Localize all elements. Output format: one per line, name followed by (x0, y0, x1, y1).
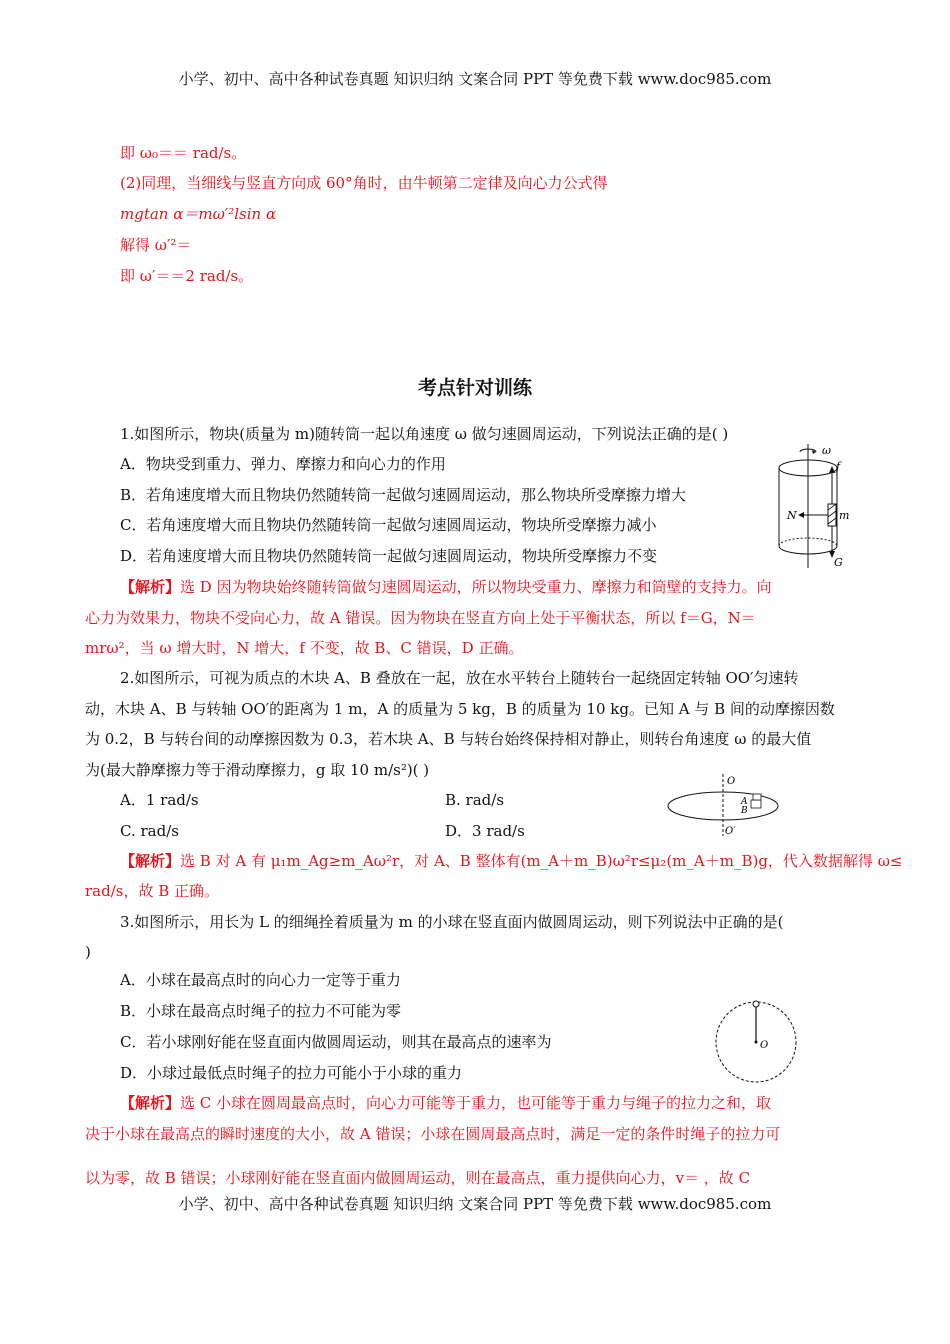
q1-option-c: C．若角速度增大而且物块仍然随转筒一起做匀速圆周运动，物块所受摩擦力减小 (120, 516, 657, 534)
q1-stem: 1.如图所示，物块(质量为 m)随转筒一起以角速度 ω 做匀速圆周运动，下列说法正确的是( ) (120, 425, 729, 443)
solution-line-3: mgtan α＝mω′²lsin α (120, 205, 277, 223)
q2-option-c: C. rad/s (120, 822, 179, 840)
q1-option-d: D．若角速度增大而且物块仍然随转筒一起做匀速圆周运动，物块所受摩擦力不变 (120, 547, 658, 565)
solution-line-1: 即 ω₀＝＝ rad/s。 (120, 144, 247, 162)
q3-stem-line-1: 3.如图所示，用长为 L 的细绳拴着质量为 m 的小球在竖直面内做圆周运动，则下列说法中正确的是( (120, 913, 784, 931)
q2-option-a: A．1 rad/s (120, 791, 199, 809)
q1-option-b: B．若角速度增大而且物块仍然随转筒一起做匀速圆周运动，那么物块所受摩擦力增大 (120, 486, 687, 504)
q2-figure-turntable (665, 770, 785, 840)
q1-analysis-line-1: 【解析】选 D 因为物块始终随转筒做匀速圆周运动，所以物块受重力、摩擦力和筒壁的支持力。向 (120, 578, 772, 596)
q2-stem-line-2: 动，木块 A、B 与转轴 OO′的距离为 1 m，A 的质量为 5 kg，B 的质量为 10 kg。已知 A 与 B 间的动摩擦因数 (85, 700, 835, 718)
solution-line-5: 即 ω′＝＝2 rad/s。 (120, 267, 254, 285)
q1-analysis-line-3: mrω²，当 ω 增大时，N 增大，f 不变，故 B、C 错误，D 正确。 (85, 639, 524, 657)
section-title: 考点针对训练 (417, 377, 532, 399)
q3-stem-line-2: ) (85, 943, 91, 961)
q1-fig-m: m (839, 509, 850, 522)
q1-analysis-line-2: 心力为效果力，物块不受向心力，故 A 错误。因为物块在竖直方向上处于平衡状态，所以 f＝G，N＝ (85, 609, 756, 627)
q1-analysis-tag: 【解析】 (120, 578, 181, 596)
q2-fig-O: O (727, 776, 736, 787)
q2-stem-line-3: 为 0.2，B 与转台间的动摩擦因数为 0.3，若木块 A、B 与转台始终保持相对静止，则转台角速度 ω 的最大值 (85, 730, 812, 748)
q2-analysis-line-2: rad/s，故 B 正确。 (85, 882, 220, 900)
q3-analysis-line-1: 【解析】选 C 小球在圆周最高点时，向心力可能等于重力，也可能等于重力与绳子的拉力之和，取 (120, 1094, 772, 1112)
q2-option-b: B. rad/s (445, 791, 505, 809)
q2-analysis-tag: 【解析】 (120, 852, 181, 870)
q3-option-b: B．小球在最高点时绳子的拉力不可能为零 (120, 1002, 402, 1020)
solution-line-2: (2)同理，当细线与竖直方向成 60°角时，由牛顿第二定律及向心力公式得 (120, 174, 608, 192)
q3-option-d: D．小球过最低点时绳子的拉力可能小于小球的重力 (120, 1064, 463, 1082)
page-footer: 小学、初中、高中各种试卷真题 知识归纳 文案合同 PPT 等免费下载 www.doc985.com (178, 1195, 772, 1213)
solution-line-4: 解得 ω′²＝ (120, 236, 192, 254)
q3-figure-vertical-circle (710, 996, 802, 1088)
q1-fig-f: f (836, 460, 841, 473)
q1-option-a: A．物块受到重力、弹力、摩擦力和向心力的作用 (120, 455, 446, 473)
q3-analysis-tag: 【解析】 (120, 1094, 181, 1112)
q3-option-a: A．小球在最高点时的向心力一定等于重力 (120, 971, 401, 989)
q2-fig-O2: O′ (725, 826, 736, 837)
q1-fig-omega: ω (822, 444, 831, 457)
q3-option-c: C．若小球刚好能在竖直面内做圆周运动，则其在最高点的速率为 (120, 1033, 552, 1051)
page-header: 小学、初中、高中各种试卷真题 知识归纳 文案合同 PPT 等免费下载 www.doc985.com (178, 70, 772, 88)
q1-fig-N: N (787, 509, 797, 522)
q2-fig-A: A (741, 797, 748, 807)
q3-analysis-line-3: 以为零，故 B 错误；小球刚好能在竖直面内做圆周运动，则在最高点，重力提供向心力，v＝ ，故 C (85, 1169, 751, 1187)
q1-figure-cylinder (770, 440, 860, 570)
q2-stem-line-1: 2.如图所示，可视为质点的木块 A、B 叠放在一起，放在水平转台上随转台一起绕固定转轴 OO′匀速转 (120, 669, 799, 687)
q2-option-d: D．3 rad/s (445, 822, 525, 840)
q3-fig-O: O (760, 1040, 769, 1051)
q3-analysis-line-2: 决于小球在最高点的瞬时速度的大小，故 A 错误；小球在圆周最高点时，满足一定的条件时绳子的拉力可 (85, 1125, 781, 1143)
q2-analysis-line-1: 【解析】选 B 对 A 有 μ₁m_Ag≥m_Aω²r，对 A、B 整体有(m_A＋m_B)ω²r≤μ₂(m_A＋m_B)g，代入数据解得 ω≤ (120, 852, 903, 870)
q1-fig-G: G (834, 556, 843, 569)
q2-stem-line-4: 为(最大静摩擦力等于滑动摩擦力，g 取 10 m/s²)( ) (85, 761, 430, 779)
q2-fig-B: B (741, 806, 748, 816)
